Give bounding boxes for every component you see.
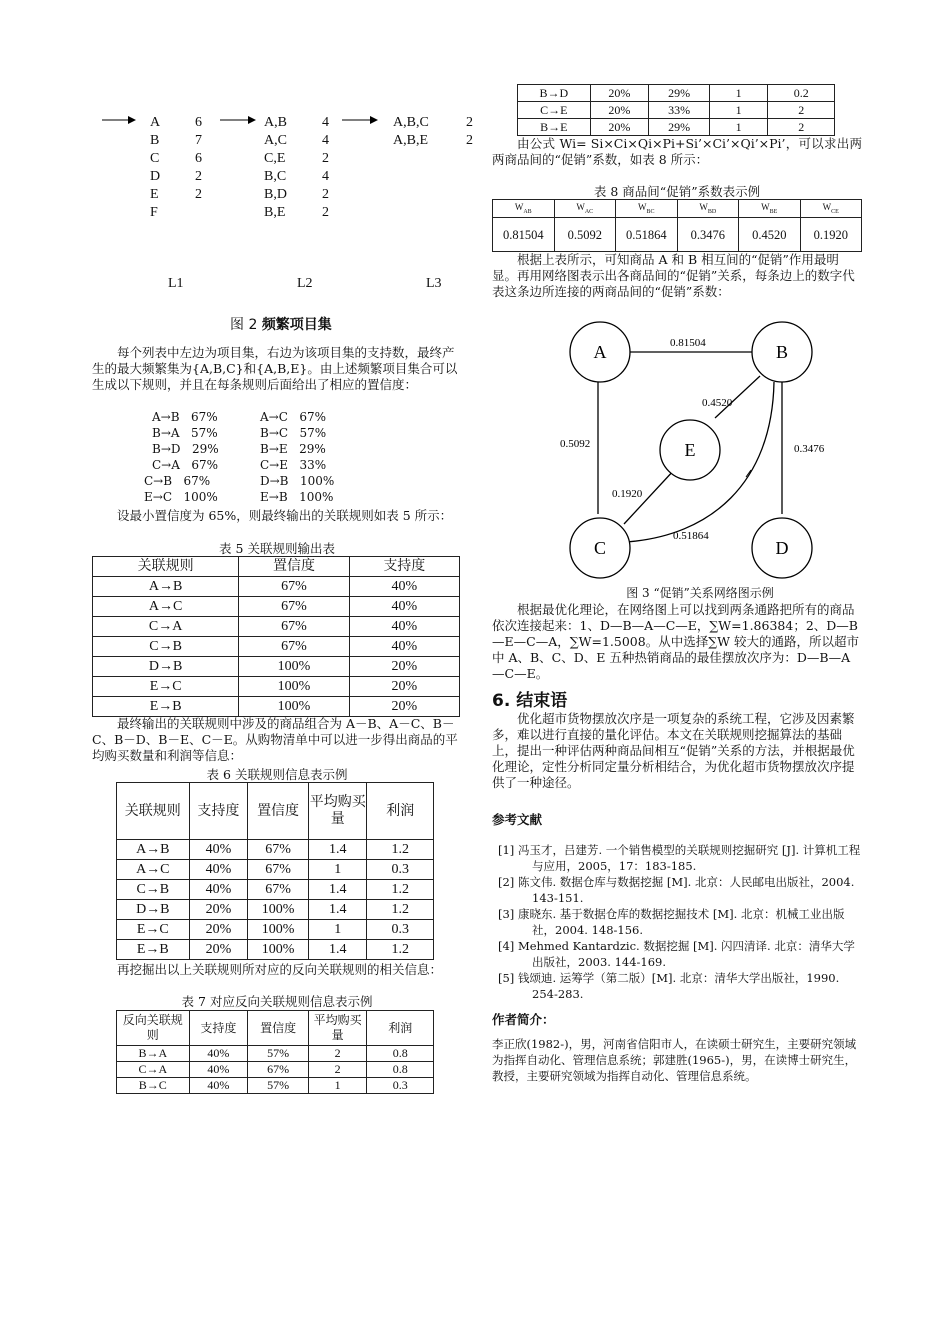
itemset: B,C [264,169,287,184]
table-cell: 1.2 [367,900,434,920]
rule-confidence: D→B 100% [260,474,335,488]
itemset: A,B,E [393,133,428,148]
itemset-list-l3 [393,114,473,150]
table-cell: 20% [590,85,649,102]
weight-subscript: BC [646,208,655,215]
column-header: 置信度 [239,557,349,577]
column-header [739,200,801,218]
support-count: 4 [322,115,329,130]
column-header [493,200,555,218]
table-cell: 1.4 [308,880,367,900]
table-cell: B→A [117,1046,190,1062]
table-cell: 0.3 [367,1078,434,1094]
paragraph-optimal-path: 根据最优化理论，在网络图上可以找到两条通路把所有的商品依次连接起来：1、D—B—A—C—E，∑W=1.86384；2、D—B—E—C—A，∑W=1.5008。从中选择∑W 较大的通路，所以超市中 A、B、C、D、E 五种热销商品的最佳摆放次序为：D—B—A—C—E。 [492,602,859,681]
table-cell: 0.2 [768,85,835,102]
figure-3-caption: 图 3 “促销”关系网络图示例 [626,586,774,600]
table-header-row [93,557,460,577]
support-count: 2 [195,187,202,202]
itemset-row [264,150,329,168]
node-c-label: C [593,538,607,558]
weight-symbol: W [761,202,770,213]
table-cell: 100% [248,940,309,960]
rule-confidence: B→D 29% [152,442,219,456]
table-row [117,840,434,860]
column-header: 利润 [367,1011,434,1046]
column-header [800,200,862,218]
table-cell: 1.2 [367,880,434,900]
itemset: A,B [264,115,287,130]
paragraph-network-intro: 根据上表所示，可知商品 A 和 B 相互间的“促销”作用最明显。再用网络图表示出各商品间的“促销”关系，每条边上的数字代表这条边所连接的两商品间的“促销”系数： [492,252,855,299]
weight-subscript: AC [584,208,594,215]
table-cell: 67% [248,1062,309,1078]
paragraph-conclusion: 优化超市货物摆放次序是一项复杂的系统工程，它涉及因素繁多，难以进行直接的量化评估。本文在关联规则挖掘算法的基础上，提出一种评估两种商品间相互“促销”关系的方法，并根据最优化理论，定性分析同定量分析相结合，为优化超市货物摆放次序提供了一种途径。 [492,711,855,790]
table-cell: 67% [239,617,349,637]
node-a-label: A [593,342,607,362]
table-cell: 100% [239,657,349,677]
table-row [93,597,460,617]
itemset-list-l1 [150,114,202,222]
weight-subscript: BE [769,208,778,215]
table-row [93,657,460,677]
table-cell: 0.3 [367,860,434,880]
support-count: 2 [322,205,329,220]
table-cell: A→C [117,860,190,880]
table-cell: 0.5092 [554,218,616,252]
table-7 [116,1010,434,1094]
itemset-row [150,168,202,186]
support-count: 2 [322,187,329,202]
table-row [117,920,434,940]
table-cell: 1 [709,85,768,102]
column-header: 关联规则 [117,783,190,840]
itemset-row [393,114,473,132]
support-count: 6 [195,151,202,166]
table-cell: C→A [117,1062,190,1078]
table-row [518,119,835,136]
table-cell: 67% [248,880,309,900]
table-cell: 67% [239,597,349,617]
table-cell: 40% [349,637,459,657]
table-cell: A→C [93,597,239,617]
table-cell: 1 [308,920,367,940]
reference-item: [3] 康晓东. 基于数据仓库的数据挖掘技术 [M]. 北京：机械工业出版社，2004. 148-156. [498,907,845,937]
table-cell: 33% [649,102,710,119]
table-row [493,218,862,252]
table-cell: 1.4 [308,840,367,860]
table-row [93,637,460,657]
table-6-caption: 表 6 关联规则信息表示例 [206,767,348,782]
column-header: 利润 [367,783,434,840]
node-b-label: B [775,342,789,362]
column-header: 平均购买量 [308,783,367,840]
table-cell: C→B [117,880,190,900]
weight-symbol: W [637,202,647,213]
table-cell: 20% [349,697,459,717]
column-header [677,200,739,218]
table-cell: 0.8 [367,1046,434,1062]
table-cell: 0.4520 [739,218,801,252]
column-header: 置信度 [248,783,309,840]
table-cell: 40% [189,1062,248,1078]
table-cell: 20% [189,940,248,960]
table-row [93,697,460,717]
table-cell: D→B [93,657,239,677]
table-cell: 100% [239,677,349,697]
confidence-rules [92,409,462,505]
table-cell: 40% [189,880,248,900]
paragraph-formula: 由公式 Wi= Si×Ci×Qi×Pi+Si’×Ci’×Qi’×Pi’，可以求出两两商品间的“促销”系数，如表 8 所示： [492,136,862,167]
table-cell: D→B [117,900,190,920]
table-cell: 40% [189,860,248,880]
table-header-row [117,1011,434,1046]
table-cell: 67% [248,840,309,860]
table-row [518,102,835,119]
itemset-row [150,186,202,204]
figure-2-caption: 图 2 频繁项目集 [230,317,332,333]
table-5 [92,556,460,717]
rule-row [92,473,462,489]
table-cell: 1.2 [367,840,434,860]
table-cell: 40% [189,1046,248,1062]
support-count: 4 [322,133,329,148]
label-l3: L3 [426,276,442,291]
references-list [492,842,864,1002]
itemset: A,B,C [393,115,429,130]
support-count: 7 [195,133,202,148]
table-7-caption: 表 7 对应反向关联规则信息表示例 [181,994,373,1009]
itemset: A,C [264,133,287,148]
rule-row [92,409,462,425]
column-header: 反向关联规则 [117,1011,190,1046]
label-l2: L2 [297,276,313,291]
node-e-label: E [684,440,696,460]
itemset: D [150,169,161,184]
table-cell: E→B [93,697,239,717]
itemset-row [393,132,473,150]
reference-item: [5] 钱颂迪. 运筹学（第二版）[M]. 北京：清华大学出版社，1990. 254-283. [498,971,840,1001]
author-bio: 李正欣(1982-)，男，河南省信阳市人，在读硕士研究生，主要研究领域为指挥自动化、管理信息系统；郭建胜(1965-)，男，在读博士研究生，教授，主要研究领域为指挥自动化、管理信息系统。 [492,1037,857,1083]
column-header: 置信度 [248,1011,309,1046]
column-header: 支持度 [349,557,459,577]
paragraph-reverse-rules: 再挖掘出以上关联规则所对应的反向关联规则的相关信息： [117,962,443,977]
table-cell: B→E [518,119,591,136]
table-cell: 67% [248,860,309,880]
label-l1: L1 [168,276,184,291]
rule-confidence: E→C 100% [144,490,218,504]
support-count: 2 [466,115,473,130]
table-cell: 1.4 [308,900,367,920]
table-cell: 0.51864 [616,218,678,252]
support-count: 2 [466,133,473,148]
table-cell: 0.8 [367,1062,434,1078]
itemset: A [150,115,161,130]
table-cell: 40% [189,840,248,860]
column-header: 支持度 [189,783,248,840]
table-cell: C→B [93,637,239,657]
rule-confidence: B→A 57% [152,426,218,440]
table-row [117,1046,434,1062]
table-cell: 100% [239,697,349,717]
rule-row [92,489,462,505]
table-cell: 20% [349,677,459,697]
figure-3-network [560,314,840,584]
table-cell: 20% [189,900,248,920]
itemset: C,E [264,151,286,166]
itemset: B,E [264,205,286,220]
rule-row [92,457,462,473]
table-cell: 40% [189,1078,248,1094]
edge-label-bd: 0.3476 [794,443,825,455]
section-title-conclusion: 6. 结束语 [492,691,568,711]
table-cell: 0.3 [367,920,434,940]
weight-subscript: AB [523,208,532,215]
table-cell: 1 [709,102,768,119]
reference-item: [1] 冯玉才，吕建芳. 一个销售模型的关联规则挖掘研究 [J]. 计算机工程与应用，2005，17：183-185. [498,843,861,873]
table-header-row [493,200,862,218]
reference-item: [2] 陈文伟. 数据仓库与数据挖掘 [M]. 北京：人民邮电出版社，2004. 143-151. [498,875,855,905]
table-cell: 2 [768,102,835,119]
table-cell: 67% [239,577,349,597]
itemset-row [264,186,329,204]
table-cell: 0.81504 [493,218,555,252]
table-cell: A→B [93,577,239,597]
table-5-caption: 表 5 关联规则输出表 [219,541,335,556]
edge-label-be: 0.4520 [702,397,733,409]
rule-row [92,441,462,457]
table-cell: 20% [590,119,649,136]
table-cell: 1.4 [308,940,367,960]
table-cell: 1 [709,119,768,136]
table-row [117,900,434,920]
rule-confidence: C→E 33% [260,458,327,472]
table-cell: 20% [189,920,248,940]
table-cell: C→E [518,102,591,119]
table-cell: 40% [349,617,459,637]
rule-confidence: C→B 67% [144,474,211,488]
weight-symbol: W [514,202,524,213]
edge-label-ab: 0.81504 [670,337,706,349]
table-row [117,1078,434,1094]
table-8-caption: 表 8 商品间“促销”系数表示例 [593,184,761,199]
table-row [93,617,460,637]
rule-row [92,425,462,441]
table-row [93,577,460,597]
table-cell: 57% [248,1078,309,1094]
column-header: 平均购买量 [308,1011,367,1046]
column-header [616,200,678,218]
column-header: 关联规则 [93,557,239,577]
rule-confidence: E→B 100% [260,490,334,504]
table-cell: 2 [308,1046,367,1062]
edge-label-ec: 0.1920 [612,488,643,500]
table-row [117,880,434,900]
itemset: F [150,205,158,220]
table-cell: 29% [649,85,710,102]
support-count: 2 [322,151,329,166]
table-row [93,677,460,697]
reference-item: [4] Mehmed Kantardzic. 数据挖掘 [M]. 闪四清译. 北京：清华大学出版社，2003. 144-169. [498,939,855,969]
weight-symbol: W [699,202,708,213]
table-cell: B→C [117,1078,190,1094]
column-header [554,200,616,218]
itemset-row [150,132,202,150]
table-row [117,1062,434,1078]
rule-confidence: A→B 67% [152,410,218,424]
figure-2 [100,108,490,338]
paragraph-min-confidence: 设最小置信度为 65%，则最终输出的关联规则如表 5 所示： [117,508,453,523]
table-7-continued [517,84,835,136]
table-cell: 20% [590,102,649,119]
itemset-row [264,114,329,132]
table-cell: A→B [117,840,190,860]
support-count: 4 [322,169,329,184]
table-cell: 1 [308,1078,367,1094]
itemset-row [150,150,202,168]
itemset: B [150,133,160,148]
itemset: C [150,151,160,166]
rule-confidence: B→C 57% [260,426,327,440]
weight-symbol: W [822,202,832,213]
table-6 [116,782,434,960]
author-title: 作者简介： [492,1012,555,1027]
weight-symbol: W [576,202,585,213]
support-count: 2 [195,169,202,184]
table-cell: 20% [349,657,459,677]
weight-subscript: CE [831,208,839,215]
table-header-row [117,783,434,840]
table-cell: E→C [93,677,239,697]
support-count: 6 [195,115,202,130]
table-cell: 1 [308,860,367,880]
table-cell: E→B [117,940,190,960]
table-cell: 0.3476 [677,218,739,252]
table-row [117,940,434,960]
table-cell: 2 [768,119,835,136]
table-cell: 2 [308,1062,367,1078]
edge-label-ac: 0.5092 [560,438,591,450]
itemset: E [150,187,159,202]
node-d-label: D [775,538,789,558]
rule-confidence: C→A 67% [152,458,219,472]
table-cell: 57% [248,1046,309,1062]
itemset-list-l2 [264,114,329,222]
table-cell: 100% [248,920,309,940]
itemset-row [264,204,329,222]
table-cell: 40% [349,577,459,597]
table-cell: E→C [117,920,190,940]
rule-confidence: B→E 29% [260,442,326,456]
itemset-row [264,168,329,186]
edge-label-cb: 0.51864 [673,530,709,542]
table-cell: 29% [649,119,710,136]
references-title: 参考文献 [492,812,543,827]
paragraph-combinations: 最终输出的关联规则中涉及的商品组合为 A－B、A－C、B－C、B－D、B－E、C－E。从购物清单中可以进一步得出商品的平均购买数量和利润等信息： [92,716,458,763]
itemset: B,D [264,187,287,202]
itemset-row [150,204,202,222]
table-cell: 100% [248,900,309,920]
weight-subscript: BD [707,208,717,215]
table-cell: 1.2 [367,940,434,960]
table-cell: C→A [93,617,239,637]
table-8 [492,199,862,252]
table-cell: B→D [518,85,591,102]
table-row [518,85,835,102]
table-cell: 40% [349,597,459,617]
table-cell: 0.1920 [800,218,862,252]
itemset-row [150,114,202,132]
table-cell: 67% [239,637,349,657]
rule-confidence: A→C 67% [260,410,327,424]
column-header: 支持度 [189,1011,248,1046]
table-row [117,860,434,880]
itemset-row [264,132,329,150]
paragraph-itemsets: 每个列表中左边为项目集，右边为该项目集的支持数，最终产生的最大频繁集为{A,B,C}和{A,B,E}。由上述频繁项目集合可以生成以下规则，并且在每条规则后面给出了相应的置信度： [92,345,458,392]
